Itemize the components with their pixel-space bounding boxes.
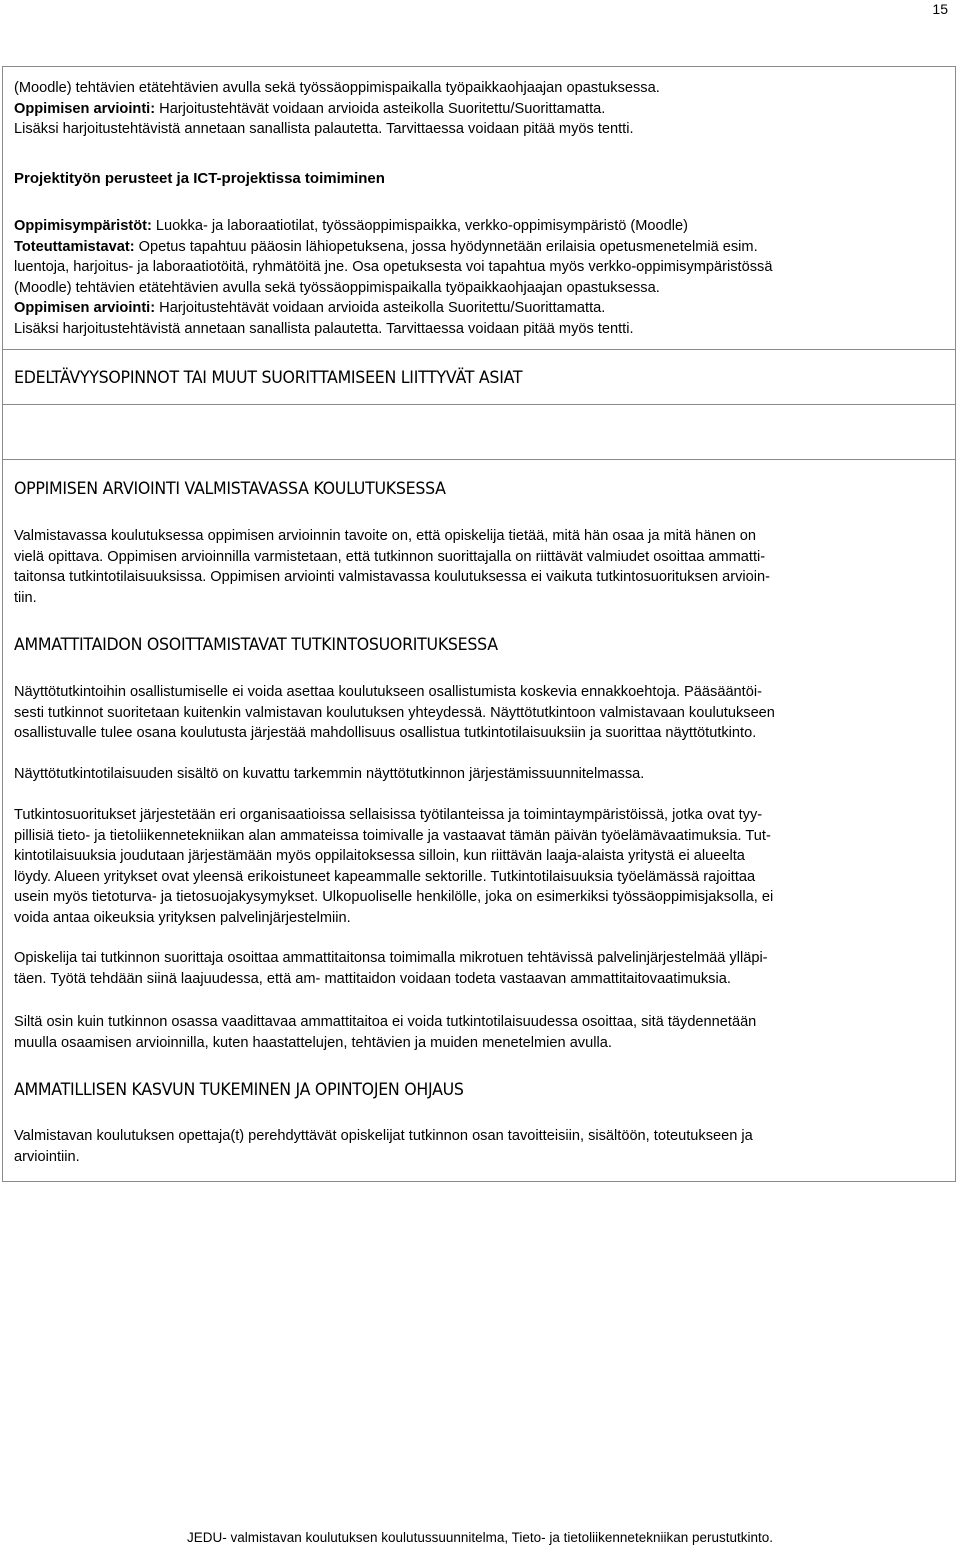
growth-title: AMMATILLISEN KASVUN TUKEMINEN JA OPINTOJEN OHJAUS: [14, 1080, 464, 1100]
intro-line-3: Lisäksi harjoitustehtävistä annetaan sanallista palautetta. Tarvittaessa voidaan pitää myös tentti.: [14, 121, 634, 138]
intro-assessment-text: Harjoitustehtävät voidaan arvioida asteikolla Suoritettu/Suorittamatta.: [155, 100, 606, 117]
project-impl-text: Opetus tapahtuu pääosin lähiopetuksena, jossa hyödynnetään erilaisia opetusmenetelmiä esim.: [134, 238, 758, 255]
demo-line: voida antaa oikeuksia yrityksen palvelinjärjestelmiin.: [14, 909, 351, 926]
project-assessment-text: Harjoitustehtävät voidaan arvioida asteikolla Suoritettu/Suorittamatta.: [155, 300, 606, 317]
page-number: 15: [932, 1, 948, 17]
eval-paragraph: [14, 526, 944, 608]
project-impl-line-3: (Moodle) tehtävien etätehtävien avulla sekä työssäoppimispaikalla työpaikkaohjaajan opastuksessa.: [14, 279, 660, 296]
prereq-content-frame: [2, 404, 956, 460]
project-feedback: Lisäksi harjoitustehtävistä annetaan sanallista palautetta. Tarvittaessa voidaan pitää myös tentti.: [14, 320, 634, 337]
demo-line: Näyttötutkintoihin osallistumiselle ei voida asettaa koulutukseen osallistumista koskevia ennakkoehtoja. Pääsääntöi-: [14, 684, 762, 700]
project-env-label: Oppimisympäristöt:: [14, 218, 152, 234]
project-impl-label: Toteuttamistavat:: [14, 238, 135, 255]
intro-assessment: [14, 99, 944, 120]
demo-line: löydy. Alueen yritykset ovat yleensä erikoistuneet kapeammalle sektorille. Tutkintotilaisuuksia työelämässä rajoittaa: [14, 868, 756, 885]
page-footer: JEDU- valmistavan koulutuksen koulutussuunnitelma, Tieto- ja tietoliikennetekniikan perustutkinto.: [186, 1530, 774, 1545]
demo-line: Siltä osin kuin tutkinnon osassa vaadittavaa ammattitaitoa ei voida tutkintotilaisuudessa osoittaa, sitä täydennetään: [14, 1014, 757, 1030]
project-impl: [14, 237, 944, 258]
project-title: Projektityön perusteet ja ICT-projektissa toimiminen: [14, 170, 385, 187]
demo-line: Opiskelija tai tutkinnon suorittaja osoittaa ammattitaitonsa toimimalla mikrotuen tehtävissä palvelinjärjestelmää ylläpi-: [14, 950, 768, 966]
demo-paragraph-3: [14, 805, 944, 929]
demo-paragraph-2: [14, 764, 944, 785]
intro-block: [14, 78, 944, 140]
demo-line: osallistuvalle tulee osana koulutusta järjestää mahdollisuus osallistua tutkintotilaisuuksiin ja suorittaa näyttötutkinto.: [14, 725, 757, 742]
eval-title: OPPIMISEN ARVIOINTI VALMISTAVASSA KOULUTUKSESSA: [14, 479, 446, 499]
project-env: [14, 216, 944, 237]
demo-paragraph-1: [14, 682, 944, 744]
growth-line: Valmistavan koulutuksen opettaja(t) perehdyttävät opiskelijat tutkinnon osan tavoitteisiin, sisältöön, toteutukseen ja: [14, 1128, 753, 1144]
demo-line: sesti tutkinnot suoritetaan kuitenkin valmistavan koulutuksen yhteydessä. Näyttötutkintoon valmistavaan koulutukseen: [14, 704, 775, 721]
demo-line: usein myös tietoturva- ja tietosuojakysymykset. Ulkopuoliselle henkilölle, joka on esimerkiksi työssäoppimisjaksolla, ei: [14, 889, 774, 906]
demo-title: AMMATTITAIDON OSOITTAMISTAVAT TUTKINTOSUORITUKSESSA: [14, 635, 498, 655]
eval-line: Valmistavassa koulutuksessa oppimisen arvioinnin tavoite on, että opiskelija tietää, mitä hän osaa ja mitä hänen on: [14, 528, 757, 544]
prereq-title: EDELTÄVYYSOPINNOT TAI MUUT SUORITTAMISEEN LIITTYVÄT ASIAT: [14, 368, 523, 388]
demo-line: muulla osaamisen arvioinnilla, kuten haastattelujen, tehtävien ja muiden menetelmien avulla.: [14, 1034, 612, 1051]
demo-line: pillisiä tieto- ja tietoliikennetekniikan alan ammateissa toimivalle ja vastaavat tämän päivän työelämävaatimuksia. Tut-: [14, 827, 771, 844]
demo-line: Näyttötutkintotilaisuuden sisältö on kuvattu tarkemmin näyttötutkinnon järjestämissuunnitelmassa.: [14, 766, 645, 782]
demo-paragraph-4: [14, 948, 944, 989]
project-block: [14, 216, 944, 340]
growth-paragraph: [14, 1126, 944, 1167]
eval-line: tiin.: [14, 589, 37, 606]
eval-line: vielä opittava. Oppimisen arvioinnilla varmistetaan, että tutkinnon suorittajalla on riittävät valmiudet osoittaa ammatti-: [14, 548, 766, 565]
project-env-text: Luokka- ja laboraatiotilat, työssäoppimispaikka, verkko-oppimisympäristö (Moodle): [151, 218, 689, 234]
project-assessment-label: Oppimisen arviointi:: [14, 300, 156, 317]
intro-assessment-label: Oppimisen arviointi:: [14, 100, 156, 117]
project-assessment: [14, 298, 944, 319]
project-impl-line-2: luentoja, harjoitus- ja laboraatiotöitä, ryhmätöitä jne. Osa opetuksesta voi tapahtua myös verkko-oppimisympäristössä: [14, 259, 773, 276]
intro-line-1: (Moodle) tehtävien etätehtävien avulla sekä työssäoppimispaikalla työpaikkaohjaajan opastuksessa.: [14, 80, 660, 96]
eval-line: taitonsa tutkintotilaisuuksissa. Oppimisen arviointi valmistavassa koulutuksessa ei vaikuta tutkintosuorituksen arvioin-: [14, 569, 770, 586]
growth-line: arviointiin.: [14, 1148, 80, 1165]
demo-paragraph-5: [14, 1012, 944, 1053]
demo-line: Tutkintosuoritukset järjestetään eri organisaatioissa sellaisissa työtilanteissa ja toimintaympäristöissä, jotka ovat tyy-: [14, 807, 763, 823]
demo-line: täen. Työtä tehdään siinä laajuudessa, että am- mattitaidon voidaan todeta vastaavan ammattitaitovaatimuksia.: [14, 970, 731, 987]
demo-line: kintotilaisuuksia joudutaan järjestämään myös oppilaitoksessa silloin, kun riittävän laaja-alaista yritystä ei alueelta: [14, 848, 745, 865]
